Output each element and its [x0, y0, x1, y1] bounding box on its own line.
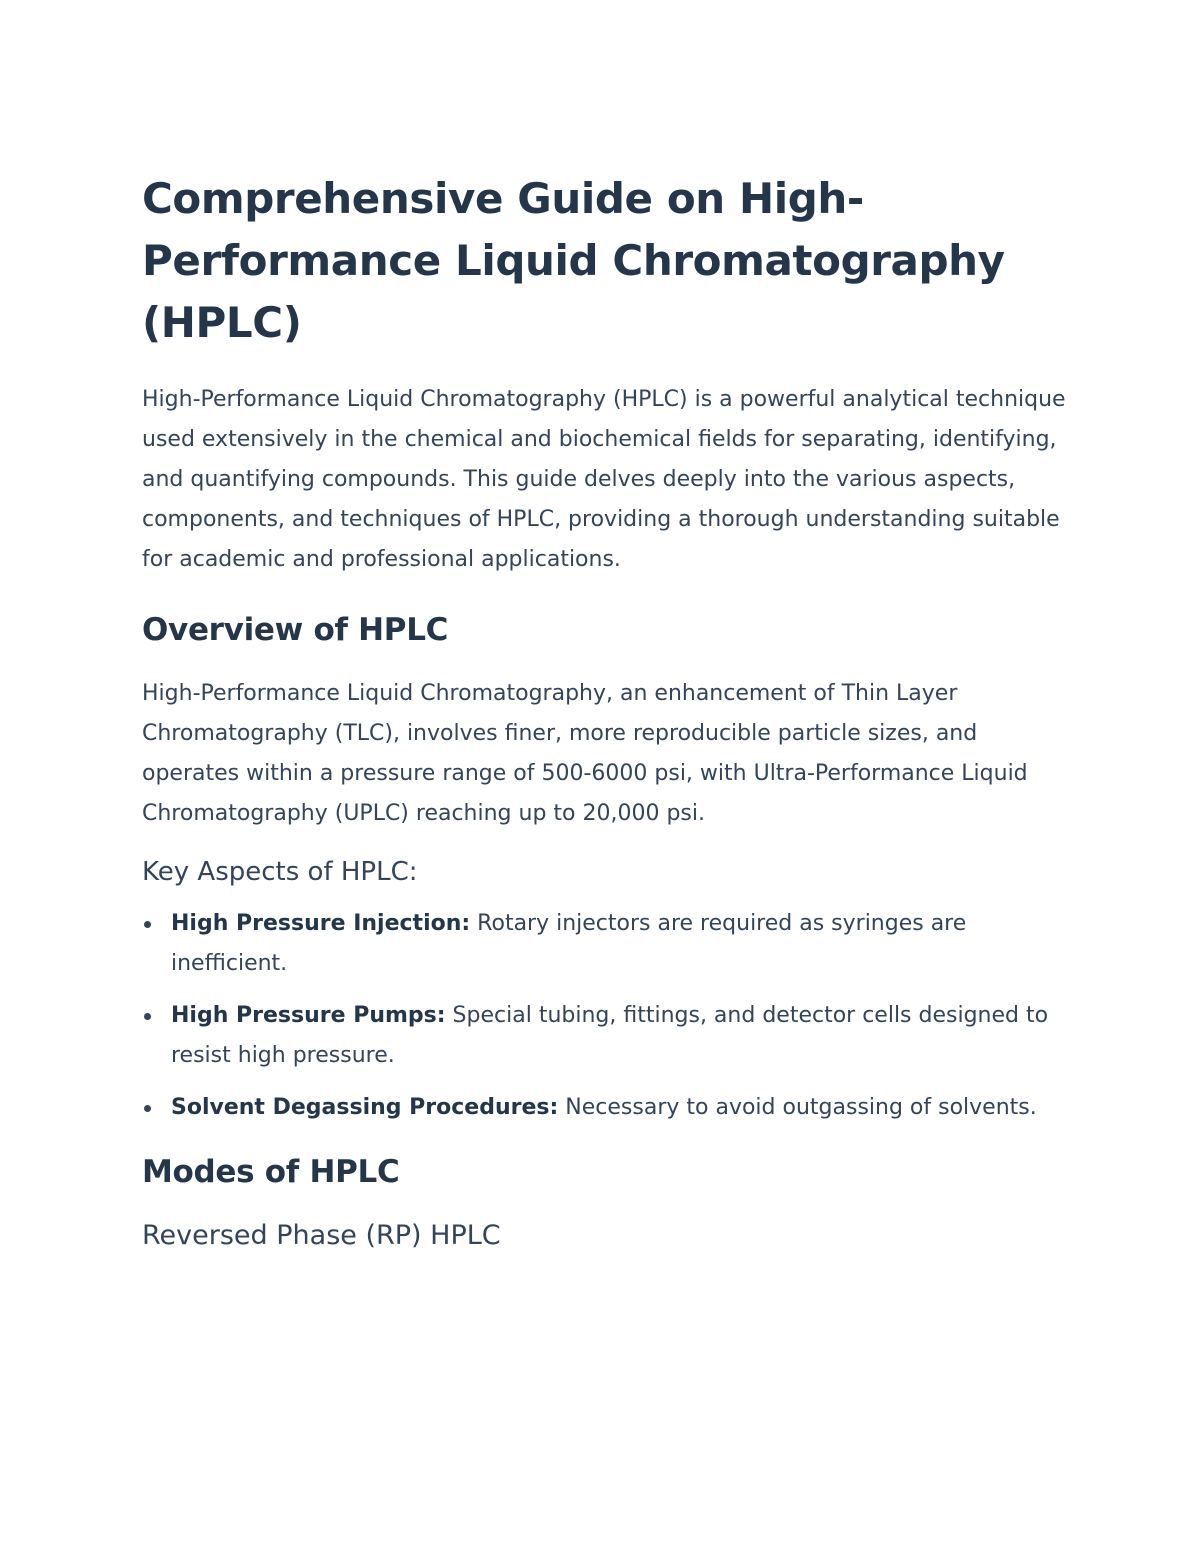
list-item-term: High Pressure Pumps: — [171, 1003, 446, 1028]
bullet-icon — [144, 1013, 151, 1020]
list-item-text: Necessary to avoid outgassing of solvents. — [558, 1095, 1037, 1120]
bullet-icon — [144, 921, 151, 928]
section-heading-overview: Overview of HPLC — [142, 612, 449, 648]
document-page — [142, 168, 1072, 1256]
list-item-text: Special tubing, fittings, and detector cells designed to resist high pressure. — [171, 1003, 1049, 1068]
overview-paragraph: High-Performance Liquid Chromatography, an enhancement of Thin Layer Chromatography (TLC), involves finer, more reproducible particle sizes, and operates within a pressure range of 500-6000 psi, with Ultra-Performance Liquid Chromatography (UPLC) reaching up to 20,000 psi. — [142, 681, 1028, 826]
page-title: Comprehensive Guide on High-Performance Liquid Chromatography (HPLC) — [142, 174, 1005, 347]
subsection-heading-reversed-phase: Reversed Phase (RP) HPLC — [142, 1220, 501, 1251]
bullet-icon — [144, 1105, 151, 1112]
list-item-term: High Pressure Injection: — [171, 911, 471, 936]
key-aspects-list — [142, 904, 1072, 1128]
list-item — [142, 996, 1072, 1076]
key-aspects-heading: Key Aspects of HPLC: — [142, 857, 418, 887]
list-item — [142, 1088, 1072, 1128]
list-item-text: Rotary injectors are required as syringes are inefficient. — [171, 911, 967, 976]
intro-paragraph: High-Performance Liquid Chromatography (HPLC) is a powerful analytical technique used extensively in the chemical and biochemical fields for separating, identifying, and quantifying compounds. This guide delves deeply into the various aspects, components, and techniques of HPLC, providing a thorough understanding suitable for academic and professional applications. — [142, 387, 1066, 572]
list-item — [142, 904, 1072, 984]
list-item-term: Solvent Degassing Procedures: — [171, 1095, 559, 1120]
section-heading-modes: Modes of HPLC — [142, 1154, 400, 1190]
